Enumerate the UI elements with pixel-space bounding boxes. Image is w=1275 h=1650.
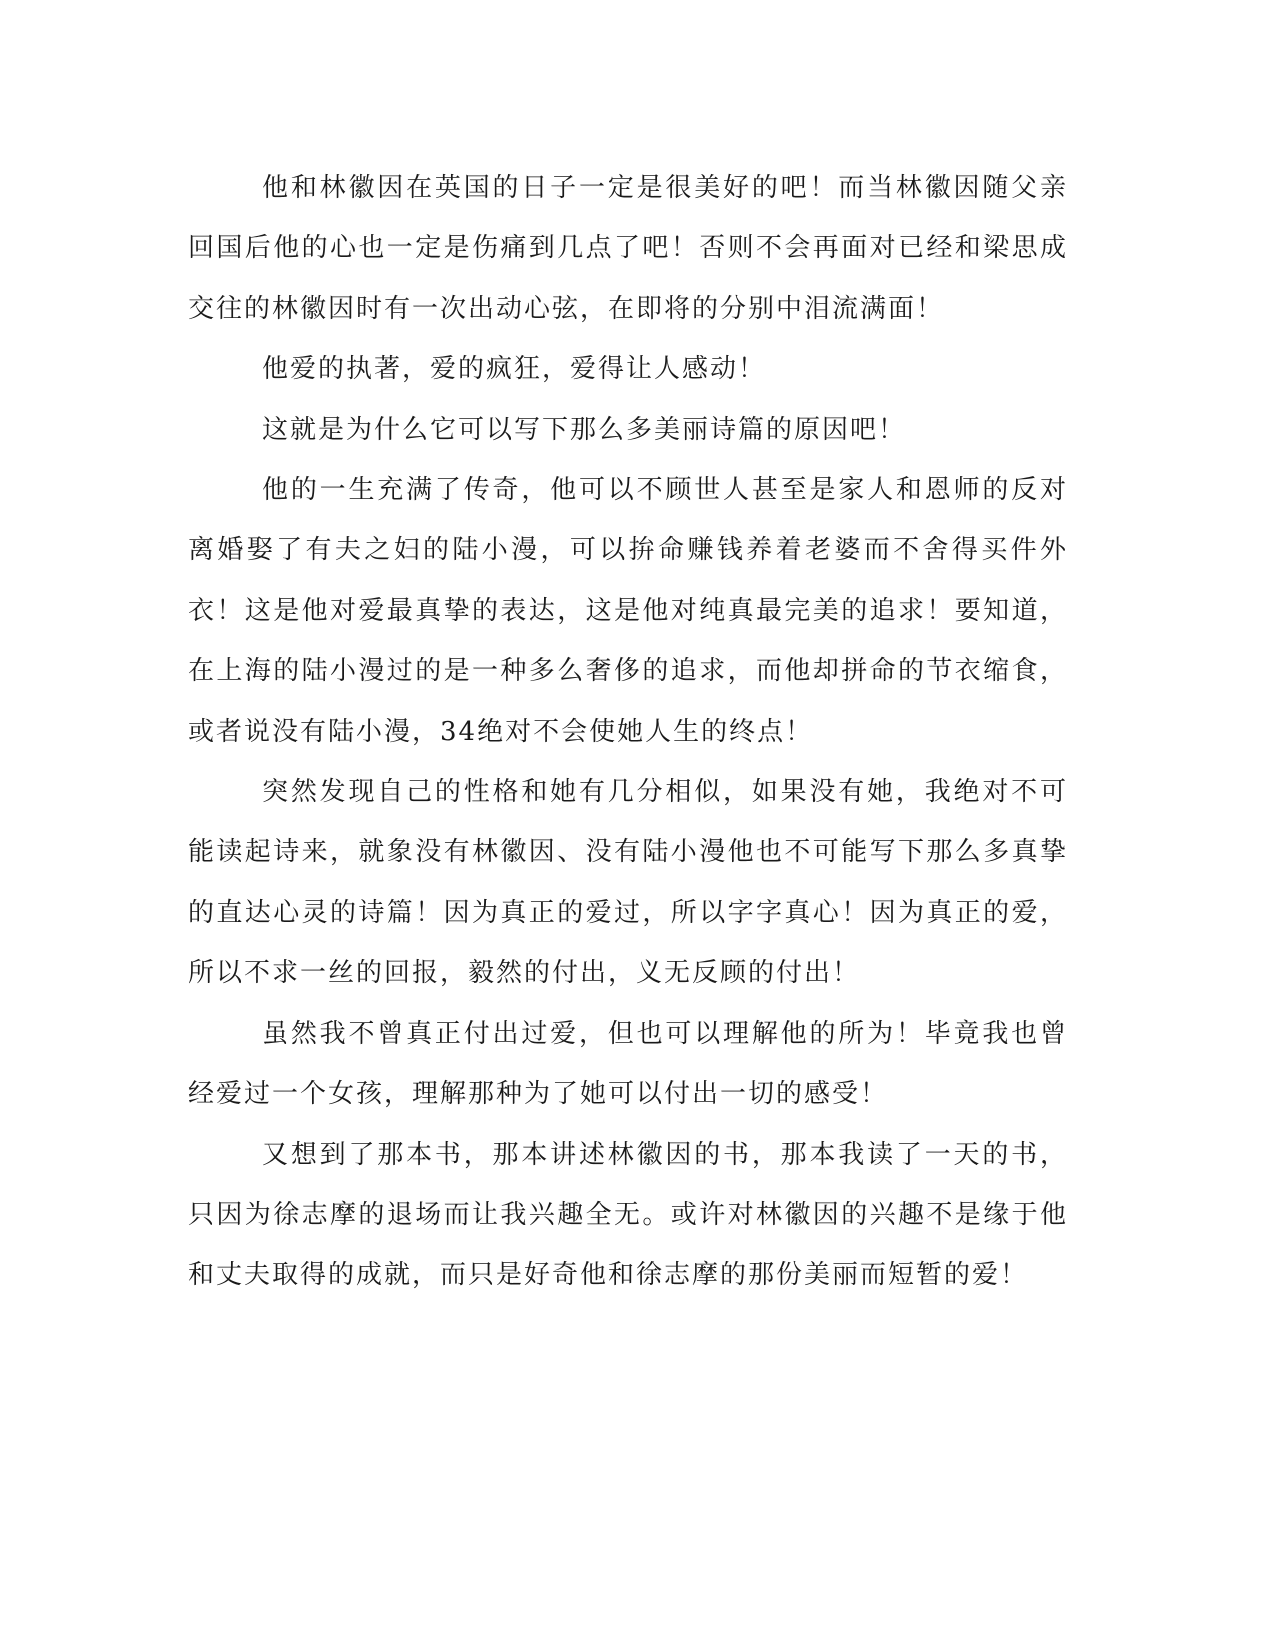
- paragraph: 他和林徽因在英国的日子一定是很美好的吧！而当林徽因随父亲回国后他的心也一定是伤痛到几点了吧！否则不会再面对已经和梁思成交往的林徽因时有一次出动心弦，在即将的分别中泪流满面！: [188, 173, 1068, 324]
- paragraph: 他爱的执著，爱的疯狂，爱得让人感动！: [262, 354, 767, 385]
- paragraph: 这就是为什么它可以写下那么多美丽诗篇的原因吧！: [262, 414, 907, 445]
- paragraph: 突然发现自己的性格和她有几分相似，如果没有她，我绝对不可能读起诗来，就象没有林徽因、没有陆小漫他也不可能写下那么多真挚的直达心灵的诗篇！因为真正的爱过，所以字字真心！因为真正的爱，所以不求一丝的回报，毅然的付出，义无反顾的付出！: [188, 777, 1068, 989]
- paragraph: 他的一生充满了传奇，他可以不顾世人甚至是家人和恩师的反对离婚娶了有夫之妇的陆小漫，可以拚命赚钱养着老婆而不舍得买件外衣！这是他对爱最真挚的表达，这是他对纯真最完美的追求！要知道，在上海的陆小漫过的是一种多么奢侈的追求，而他却拼命的节衣缩食，或者说没有陆小漫，34绝对不会使她人生的终点！: [188, 475, 1068, 747]
- document-body: [188, 158, 1068, 1306]
- paragraph: 又想到了那本书，那本讲述林徽因的书，那本我读了一天的书，只因为徐志摩的退场而让我兴趣全无。或许对林徽因的兴趣不是缘于他和丈夫取得的成就，而只是好奇他和徐志摩的那份美丽而短暂的爱！: [188, 1139, 1068, 1291]
- paragraph: 虽然我不曾真正付出过爱，但也可以理解他的所为！毕竟我也曾经爱过一个女孩，理解那种为了她可以付出一切的感受！: [188, 1018, 1068, 1110]
